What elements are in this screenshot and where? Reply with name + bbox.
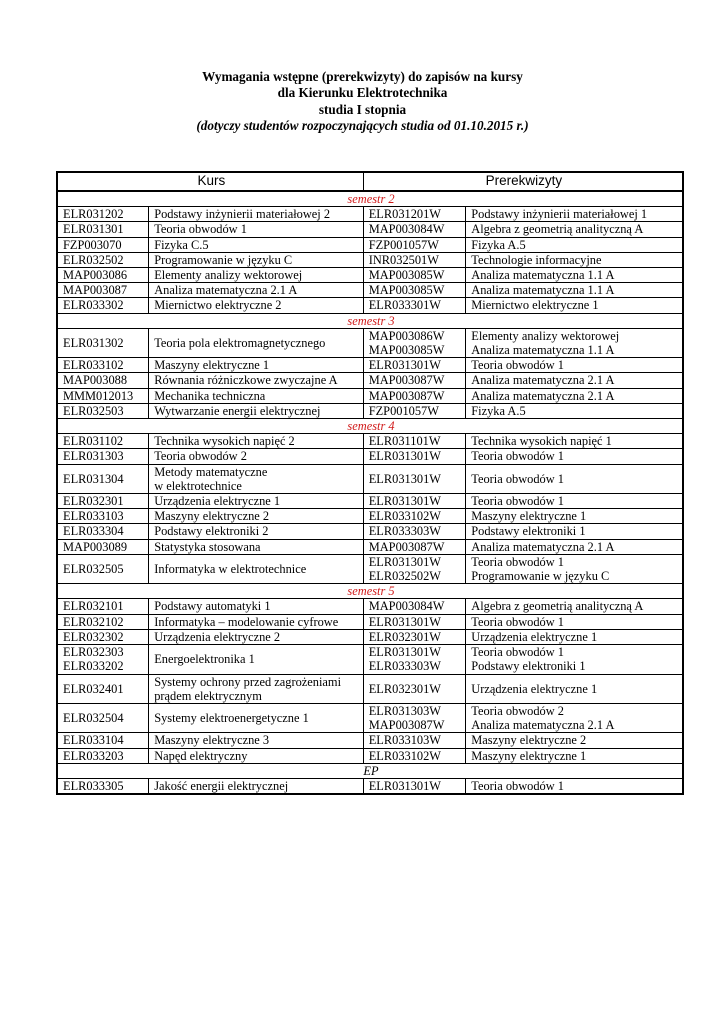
course-code-cell <box>57 449 149 464</box>
course-code: MAP003086 <box>63 268 128 283</box>
table-row <box>57 388 683 403</box>
prerequisites-table <box>56 171 684 795</box>
prerequisite-code-cell <box>363 494 466 509</box>
course-name: Systemy ochrony przed zagrożeniami <box>154 674 342 689</box>
prerequisite-code-cell <box>363 434 466 449</box>
course-code: MAP003087 <box>63 283 128 298</box>
prerequisite-code: ELR031201W <box>368 207 441 222</box>
course-code-cell <box>57 674 149 703</box>
prerequisite-name: Urządzenia elektryczne 1 <box>471 681 598 696</box>
prerequisite-name-cell <box>466 434 683 449</box>
course-code: ELR032302 <box>63 629 124 644</box>
course-code-cell <box>57 358 149 373</box>
prerequisite-name: Analiza matematyczna 2.1 A <box>471 388 615 403</box>
course-code: ELR031302 <box>63 335 124 350</box>
course-name: Podstawy elektroniki 2 <box>154 524 269 539</box>
table-row <box>57 629 683 644</box>
prerequisite-name: Algebra z geometrią analityczną A <box>471 222 644 237</box>
course-name: Maszyny elektryczne 3 <box>154 733 270 748</box>
prerequisite-name-cell <box>466 449 683 464</box>
table-row <box>57 298 683 313</box>
prerequisite-name-cell <box>466 733 683 748</box>
table-row <box>57 524 683 539</box>
prerequisite-code: ELR031303W <box>368 703 441 718</box>
course-code-cell <box>57 298 149 313</box>
course-name-cell <box>149 539 364 554</box>
prerequisite-code-cell <box>363 283 466 298</box>
prerequisite-code: MAP003087W <box>368 539 445 554</box>
prerequisite-name: Maszyny elektryczne 1 <box>471 509 587 524</box>
table-row <box>57 328 683 357</box>
prerequisite-name: Analiza matematyczna 2.1 A <box>471 718 615 733</box>
prerequisite-code-cell <box>363 509 466 524</box>
prerequisite-name: Teoria obwodów 1 <box>471 614 564 629</box>
prerequisite-name-cell <box>466 539 683 554</box>
table-row <box>57 614 683 629</box>
course-name: Technika wysokich napięć 2 <box>154 434 295 449</box>
course-name: Energoelektronika 1 <box>154 652 255 667</box>
prerequisite-name-cell <box>466 283 683 298</box>
prerequisite-code-cell <box>363 733 466 748</box>
column-header-kurs: Kurs <box>57 172 363 191</box>
course-code-cell <box>57 283 149 298</box>
course-code-cell <box>57 373 149 388</box>
course-code: ELR032505 <box>63 561 124 576</box>
prerequisite-code: MAP003086W <box>368 328 445 343</box>
prerequisite-code: ELR031301W <box>368 554 441 569</box>
prerequisite-code: MAP003087W <box>368 718 445 733</box>
prerequisite-code-cell <box>363 358 466 373</box>
prerequisite-name-cell <box>466 614 683 629</box>
prerequisite-name: Teoria obwodów 1 <box>471 494 564 509</box>
table-row <box>57 509 683 524</box>
prerequisite-name-cell <box>466 328 683 357</box>
prerequisite-name-cell <box>466 778 683 794</box>
course-code-cell <box>57 494 149 509</box>
prerequisite-code-cell <box>363 614 466 629</box>
prerequisite-name: Teoria obwodów 1 <box>471 645 564 660</box>
prerequisite-name: Analiza matematyczna 1.1 A <box>471 283 615 298</box>
prerequisite-name: Programowanie w języku C <box>471 569 610 584</box>
course-name-cell <box>149 298 364 313</box>
prerequisite-code: ELR033103W <box>368 733 441 748</box>
semester-label: semestr 3 <box>57 313 683 328</box>
course-code-cell <box>57 703 149 732</box>
course-name-cell <box>149 434 364 449</box>
course-name-cell <box>149 388 364 403</box>
course-name-cell <box>149 403 364 418</box>
prerequisite-name-cell <box>466 388 683 403</box>
course-name: Teoria obwodów 1 <box>154 222 247 237</box>
prerequisite-name: Algebra z geometrią analityczną A <box>471 599 644 614</box>
course-code-cell <box>57 778 149 794</box>
course-name-cell <box>149 778 364 794</box>
prerequisite-name: Analiza matematyczna 2.1 A <box>471 539 615 554</box>
table-row <box>57 252 683 267</box>
course-code: ELR033103 <box>63 509 124 524</box>
course-code: ELR032303 <box>63 645 124 660</box>
prerequisite-name: Podstawy elektroniki 1 <box>471 659 586 674</box>
course-name-cell <box>149 373 364 388</box>
table-row <box>57 449 683 464</box>
prerequisite-code-cell <box>363 403 466 418</box>
prerequisite-code: MAP003085W <box>368 343 445 358</box>
title-line-4: (dotyczy studentów rozpoczynających studia od 01.10.2015 r.) <box>196 118 529 134</box>
prerequisite-code: FZP001057W <box>368 403 439 418</box>
course-code-cell <box>57 237 149 252</box>
course-code: ELR032502 <box>63 252 124 267</box>
course-name: Równania różniczkowe zwyczajne A <box>154 373 338 388</box>
prerequisite-name-cell <box>466 298 683 313</box>
prerequisite-name-cell <box>466 222 683 237</box>
course-name-cell <box>149 328 364 357</box>
course-name-cell <box>149 358 364 373</box>
prerequisite-code-cell <box>363 207 466 222</box>
prerequisite-code-cell <box>363 629 466 644</box>
course-code-cell <box>57 403 149 418</box>
course-name-cell <box>149 629 364 644</box>
course-code: ELR033102 <box>63 358 124 373</box>
prerequisite-code-cell <box>363 328 466 357</box>
semester-row <box>57 191 683 207</box>
course-name: prądem elektrycznym <box>154 688 262 703</box>
table-row <box>57 733 683 748</box>
prerequisite-name-cell <box>466 237 683 252</box>
course-code-cell <box>57 509 149 524</box>
prerequisite-code: ELR031301W <box>368 358 441 373</box>
course-name: Statystyka stosowana <box>154 539 261 554</box>
prerequisite-name-cell <box>466 645 683 674</box>
prerequisite-code-cell <box>363 373 466 388</box>
prerequisite-name: Teoria obwodów 2 <box>471 703 564 718</box>
course-name: Miernictwo elektryczne 2 <box>154 298 282 313</box>
prerequisite-code: ELR031301W <box>368 471 441 486</box>
course-code: ELR033104 <box>63 733 124 748</box>
prerequisite-code-cell <box>363 449 466 464</box>
course-name-cell <box>149 733 364 748</box>
prerequisite-name: Maszyny elektryczne 2 <box>471 733 587 748</box>
table-row <box>57 599 683 614</box>
table-row <box>57 703 683 732</box>
table-row <box>57 434 683 449</box>
prerequisite-code-cell <box>363 539 466 554</box>
table-row <box>57 373 683 388</box>
prerequisite-code: MAP003085W <box>368 283 445 298</box>
prerequisite-name-cell <box>466 207 683 222</box>
course-code: MMM012013 <box>63 388 134 403</box>
course-code: ELR031303 <box>63 449 124 464</box>
prerequisite-name: Maszyny elektryczne 1 <box>471 748 587 763</box>
prerequisite-code: ELR033301W <box>368 298 441 313</box>
prerequisite-code-cell <box>363 388 466 403</box>
course-name-cell <box>149 554 364 583</box>
prerequisite-code: ELR032502W <box>368 569 441 584</box>
prerequisite-name: Urządzenia elektryczne 1 <box>471 629 598 644</box>
course-name-cell <box>149 449 364 464</box>
prerequisite-name-cell <box>466 554 683 583</box>
prerequisite-code-cell <box>363 298 466 313</box>
prerequisite-name-cell <box>466 268 683 283</box>
course-name: Fizyka C.5 <box>154 237 209 252</box>
course-name: Jakość energii elektrycznej <box>154 778 289 793</box>
semester-row <box>57 419 683 434</box>
prerequisite-name-cell <box>466 748 683 763</box>
course-name: Metody matematyczne <box>154 464 268 479</box>
prerequisite-name: Podstawy inżynierii materiałowej 1 <box>471 207 648 222</box>
course-code: MAP003088 <box>63 373 128 388</box>
prerequisite-code-cell <box>363 748 466 763</box>
table-row <box>57 358 683 373</box>
course-name: Urządzenia elektryczne 1 <box>154 494 281 509</box>
course-code: FZP003070 <box>63 237 122 252</box>
course-name: Systemy elektroenergetyczne 1 <box>154 711 309 725</box>
course-name: Programowanie w języku C <box>154 252 293 267</box>
course-code: ELR031202 <box>63 207 124 222</box>
prerequisite-code-cell <box>363 674 466 703</box>
course-code-cell <box>57 464 149 493</box>
course-code: ELR032102 <box>63 614 124 629</box>
course-name-cell <box>149 645 364 674</box>
course-name: Teoria obwodów 2 <box>154 449 247 464</box>
prerequisite-name: Teoria obwodów 1 <box>471 358 564 373</box>
prerequisite-code-cell <box>363 268 466 283</box>
course-code-cell <box>57 539 149 554</box>
title-line-1: Wymagania wstępne (prerekwizyty) do zapisów na kursy <box>202 69 523 84</box>
prerequisite-name-cell <box>466 464 683 493</box>
prerequisite-name: Teoria obwodów 1 <box>471 778 564 793</box>
prerequisite-code-cell <box>363 554 466 583</box>
prerequisite-name-cell <box>466 403 683 418</box>
course-code-cell <box>57 207 149 222</box>
prerequisite-code: ELR033303W <box>368 659 441 674</box>
course-code: ELR033302 <box>63 298 124 313</box>
semester-row <box>57 584 683 599</box>
course-code: ELR032503 <box>63 403 124 418</box>
prerequisite-name-cell <box>466 674 683 703</box>
course-name: Teoria pola elektromagnetycznego <box>154 335 326 350</box>
prerequisite-name-cell <box>466 703 683 732</box>
prerequisite-name: Fizyka A.5 <box>471 403 526 418</box>
semester-label: EP <box>57 763 683 778</box>
course-code: ELR033305 <box>63 778 124 793</box>
course-name: Maszyny elektryczne 1 <box>154 358 270 373</box>
semester-label: semestr 5 <box>57 584 683 599</box>
prerequisite-name: Analiza matematyczna 1.1 A <box>471 343 615 358</box>
prerequisite-name: Fizyka A.5 <box>471 237 526 252</box>
course-code-cell <box>57 328 149 357</box>
course-code-cell <box>57 222 149 237</box>
prerequisite-code: ELR033303W <box>368 524 441 539</box>
course-name-cell <box>149 674 364 703</box>
prerequisite-code-cell <box>363 645 466 674</box>
table-row <box>57 674 683 703</box>
course-name-cell <box>149 283 364 298</box>
prerequisite-code: MAP003087W <box>368 388 445 403</box>
course-name-cell <box>149 614 364 629</box>
prerequisite-code: MAP003087W <box>368 373 445 388</box>
prerequisite-code-cell <box>363 237 466 252</box>
course-name-cell <box>149 222 364 237</box>
course-code: ELR032401 <box>63 681 124 696</box>
prerequisite-name-cell <box>466 373 683 388</box>
prerequisite-code-cell <box>363 222 466 237</box>
prerequisite-code-cell <box>363 599 466 614</box>
course-code-cell <box>57 629 149 644</box>
table-row <box>57 403 683 418</box>
course-code-cell <box>57 268 149 283</box>
table-row <box>57 554 683 583</box>
prerequisite-code: ELR031301W <box>368 778 441 793</box>
course-code: ELR032504 <box>63 711 124 725</box>
table-row <box>57 283 683 298</box>
prerequisite-code: ELR032301W <box>368 681 441 696</box>
prerequisite-name-cell <box>466 358 683 373</box>
course-code-cell <box>57 599 149 614</box>
course-code-cell <box>57 524 149 539</box>
course-code: MAP003089 <box>63 539 128 554</box>
course-name-cell <box>149 748 364 763</box>
semester-label: semestr 2 <box>57 191 683 207</box>
course-name: Urządzenia elektryczne 2 <box>154 629 281 644</box>
table-row <box>57 268 683 283</box>
prerequisite-code: ELR033102W <box>368 748 441 763</box>
course-code-cell <box>57 388 149 403</box>
table-row <box>57 222 683 237</box>
prerequisite-code: FZP001057W <box>368 237 439 252</box>
prerequisite-name-cell <box>466 494 683 509</box>
course-code-cell <box>57 645 149 674</box>
course-code: ELR032301 <box>63 494 124 509</box>
title-line-2: dla Kierunku Elektrotechnika <box>277 85 448 101</box>
course-code: ELR032101 <box>63 599 124 614</box>
prerequisite-code: ELR031301W <box>368 449 441 464</box>
prerequisite-name-cell <box>466 509 683 524</box>
course-name-cell <box>149 237 364 252</box>
prerequisite-code-cell <box>363 703 466 732</box>
semester-row <box>57 313 683 328</box>
course-code-cell <box>57 748 149 763</box>
prerequisite-code: ELR032301W <box>368 629 441 644</box>
course-code-cell <box>57 554 149 583</box>
course-name-cell <box>149 524 364 539</box>
prerequisite-code: MAP003084W <box>368 222 445 237</box>
prerequisite-name: Technologie informacyjne <box>471 252 602 267</box>
course-code-cell <box>57 733 149 748</box>
prerequisite-name-cell <box>466 599 683 614</box>
course-name-cell <box>149 268 364 283</box>
course-name-cell <box>149 509 364 524</box>
prerequisite-code: MAP003084W <box>368 599 445 614</box>
table-row <box>57 494 683 509</box>
course-code-cell <box>57 614 149 629</box>
prerequisite-code-cell <box>363 524 466 539</box>
prerequisite-code: ELR031101W <box>368 434 441 449</box>
prerequisite-code: INR032501W <box>368 252 439 267</box>
course-name: Podstawy automatyki 1 <box>154 599 271 614</box>
course-code: ELR031304 <box>63 471 124 486</box>
course-code: ELR033304 <box>63 524 124 539</box>
prerequisite-code: ELR031301W <box>368 645 441 660</box>
course-code-cell <box>57 252 149 267</box>
course-name-cell <box>149 599 364 614</box>
course-name: Podstawy inżynierii materiałowej 2 <box>154 207 331 222</box>
course-code-cell <box>57 434 149 449</box>
course-name: Analiza matematyczna 2.1 A <box>154 283 298 298</box>
course-name-cell <box>149 252 364 267</box>
semester-label: semestr 4 <box>57 419 683 434</box>
prerequisite-name: Analiza matematyczna 1.1 A <box>471 268 615 283</box>
table-body <box>57 191 683 794</box>
table-header-row <box>57 172 683 191</box>
title-line-3: studia I stopnia <box>318 101 407 117</box>
prerequisite-code: ELR033102W <box>368 509 441 524</box>
prerequisite-code: ELR031301W <box>368 494 441 509</box>
prerequisite-code-cell <box>363 252 466 267</box>
prerequisite-code-cell <box>363 464 466 493</box>
course-name: Elementy analizy wektorowej <box>154 268 303 283</box>
course-name: w elektrotechnice <box>154 478 242 493</box>
semester-row <box>57 763 683 778</box>
prerequisite-name-cell <box>466 252 683 267</box>
course-code: ELR033202 <box>63 659 124 674</box>
document-header <box>0 69 725 135</box>
table-row <box>57 237 683 252</box>
prerequisite-code: MAP003085W <box>368 268 445 283</box>
course-name: Informatyka – modelowanie cyfrowe <box>154 614 339 629</box>
course-code: ELR031301 <box>63 222 124 237</box>
course-name: Wytwarzanie energii elektrycznej <box>154 403 321 418</box>
prerequisite-code: ELR031301W <box>368 614 441 629</box>
prerequisite-name: Teoria obwodów 1 <box>471 449 564 464</box>
prerequisite-name: Teoria obwodów 1 <box>471 554 564 569</box>
prerequisite-name: Elementy analizy wektorowej <box>471 328 620 343</box>
prerequisite-name: Teoria obwodów 1 <box>471 471 564 486</box>
course-name-cell <box>149 703 364 732</box>
course-name-cell <box>149 464 364 493</box>
table-row <box>57 207 683 222</box>
column-header-prerekwizyty: Prerekwizyty <box>363 172 683 191</box>
prerequisite-name-cell <box>466 524 683 539</box>
course-code: ELR033203 <box>63 748 124 763</box>
table-row <box>57 778 683 794</box>
table-row <box>57 464 683 493</box>
table-row <box>57 645 683 674</box>
course-name: Mechanika techniczna <box>154 388 266 403</box>
table-row <box>57 539 683 554</box>
table-row <box>57 748 683 763</box>
course-name-cell <box>149 494 364 509</box>
course-name: Informatyka w elektrotechnice <box>154 561 307 576</box>
prerequisite-name: Technika wysokich napięć 1 <box>471 434 612 449</box>
course-name: Napęd elektryczny <box>154 748 248 763</box>
prerequisite-name: Miernictwo elektryczne 1 <box>471 298 599 313</box>
prerequisite-name-cell <box>466 629 683 644</box>
course-name: Maszyny elektryczne 2 <box>154 509 270 524</box>
course-code: ELR031102 <box>63 434 124 449</box>
prerequisite-code-cell <box>363 778 466 794</box>
prerequisite-name: Analiza matematyczna 2.1 A <box>471 373 615 388</box>
prerequisite-name: Podstawy elektroniki 1 <box>471 524 586 539</box>
course-name-cell <box>149 207 364 222</box>
